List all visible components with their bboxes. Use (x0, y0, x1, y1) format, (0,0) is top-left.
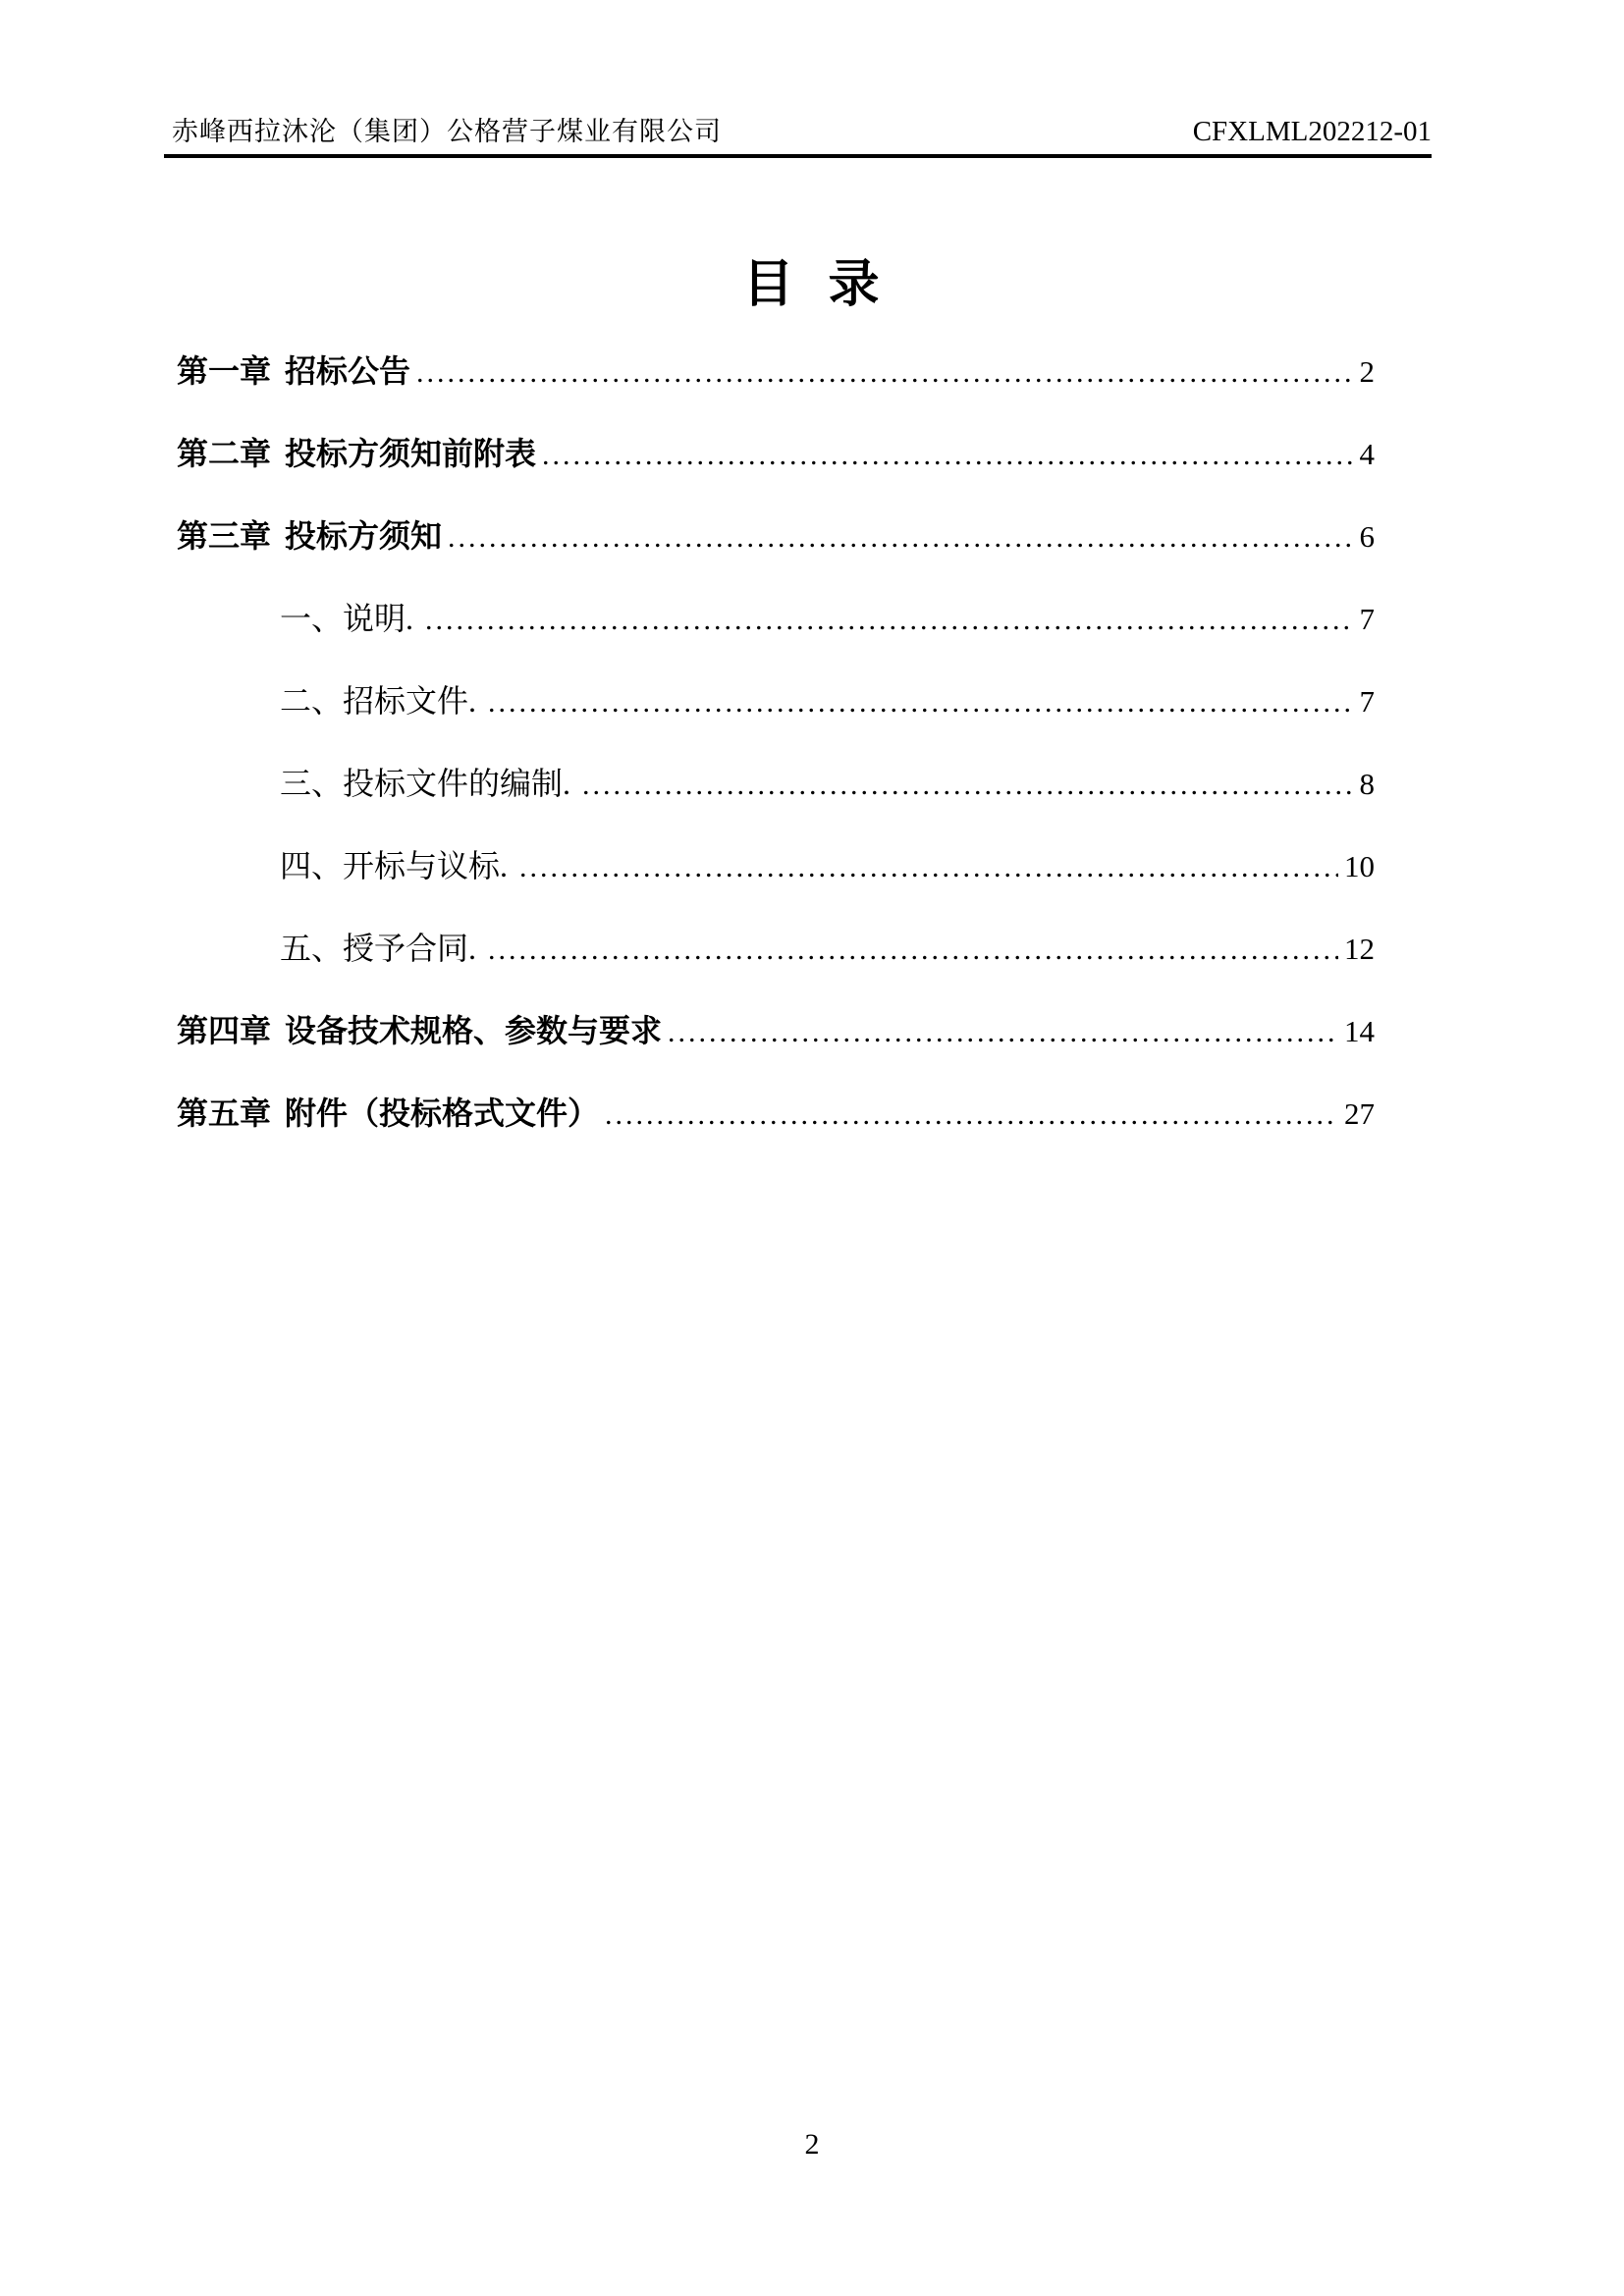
toc-entry (177, 825, 1375, 907)
page-number: 7 (1359, 684, 1375, 719)
footer-page-number: 2 (804, 2128, 820, 2161)
toc-entry (177, 577, 1375, 660)
header-divider (164, 154, 1432, 158)
toc-entry (177, 495, 1375, 577)
page-number: 8 (1359, 767, 1375, 801)
toc-entry (177, 742, 1375, 825)
dot-leader (605, 1074, 1338, 1156)
page-number: 12 (1344, 932, 1375, 966)
entry-title: 附件（投标格式文件） (285, 1095, 600, 1131)
entry-title: 二、招标文件. (280, 683, 477, 719)
document-number: CFXLML202212-01 (1192, 116, 1432, 147)
toc-list (177, 330, 1375, 1154)
entry-title: 设备技术规格、参数与要求 (285, 1013, 663, 1048)
toc-entry (177, 330, 1375, 412)
entry-title: 一、说明. (280, 601, 414, 636)
dot-leader (488, 909, 1338, 991)
entry-title: 投标方须知前附表 (285, 436, 537, 471)
page-header (172, 0, 1432, 148)
toc-title: 目 录 (742, 256, 882, 313)
page-number: 4 (1359, 437, 1375, 471)
toc-entry (177, 1072, 1375, 1154)
entry-title: 招标公告 (285, 353, 411, 389)
dot-leader (668, 991, 1338, 1074)
entry-title: 三、投标文件的编制. (280, 766, 571, 801)
page-number: 10 (1344, 849, 1375, 883)
dot-leader (448, 497, 1353, 579)
dot-leader (582, 744, 1353, 827)
page-number: 2 (1359, 354, 1375, 389)
entry-title: 投标方须知 (285, 518, 443, 554)
entry-title: 四、开标与议标. (280, 848, 509, 883)
chapter-number: 第五章 (177, 1095, 272, 1131)
chapter-number: 第三章 (177, 518, 272, 554)
dot-leader (416, 332, 1353, 414)
dot-leader (519, 827, 1338, 909)
entry-title: 五、授予合同. (280, 931, 477, 966)
toc-entry (177, 412, 1375, 495)
page-number: 27 (1344, 1096, 1375, 1131)
dot-leader (488, 662, 1353, 744)
chapter-number: 第二章 (177, 436, 272, 471)
toc-entry (177, 660, 1375, 742)
toc-entry (177, 989, 1375, 1072)
page-footer (0, 2128, 1624, 2162)
toc-entry (177, 907, 1375, 989)
page-number: 14 (1344, 1014, 1375, 1048)
dot-leader (542, 414, 1353, 497)
company-name: 赤峰西拉沐沦（集团）公格营子煤业有限公司 (172, 117, 722, 146)
page-number: 6 (1359, 519, 1375, 554)
chapter-number: 第一章 (177, 353, 272, 389)
dot-leader (425, 579, 1353, 662)
chapter-number: 第四章 (177, 1013, 272, 1048)
page-number: 7 (1359, 602, 1375, 636)
